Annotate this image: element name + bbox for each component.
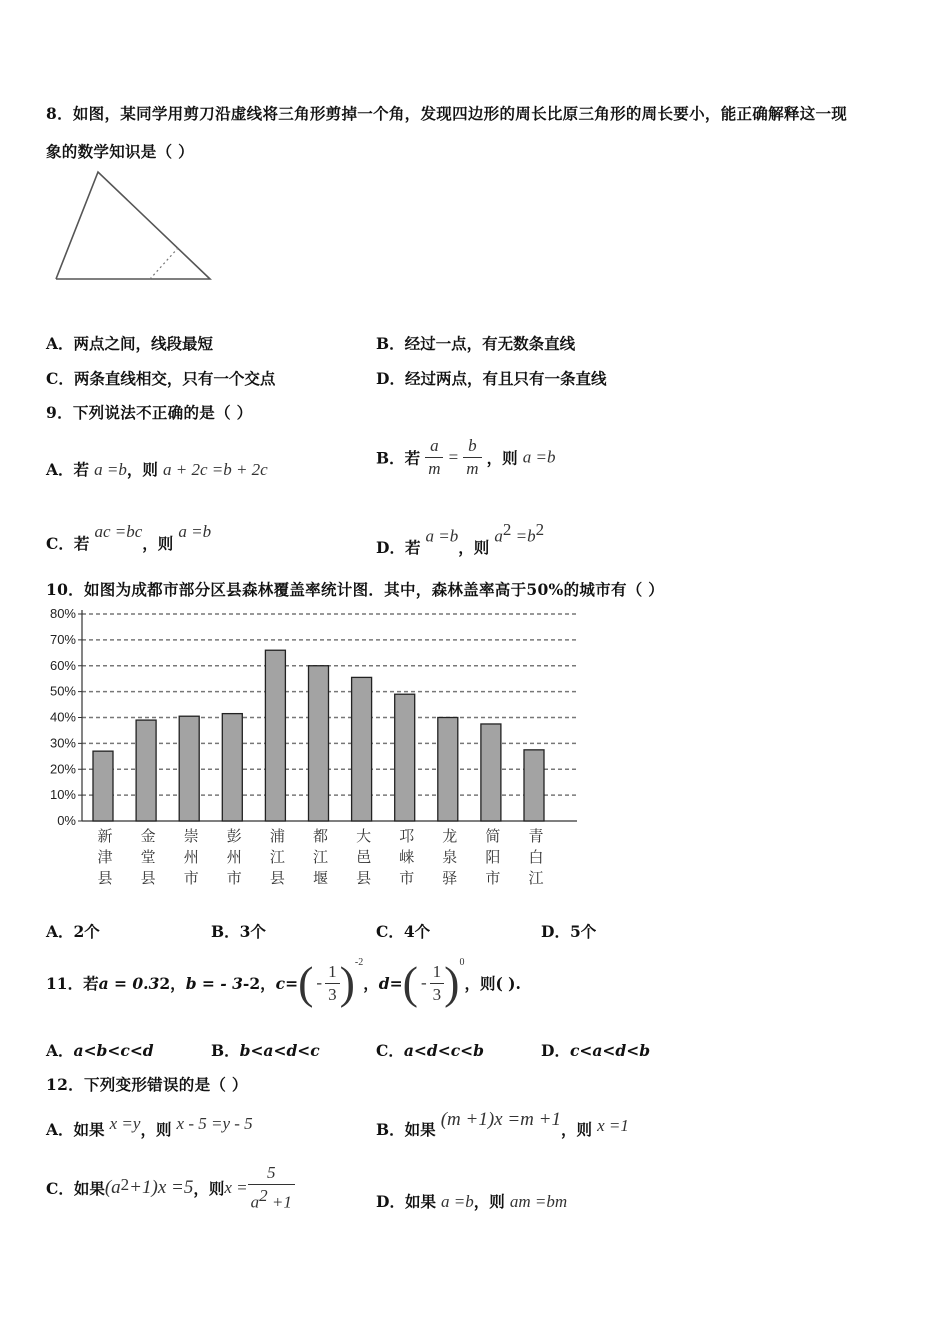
- bar: [395, 694, 415, 821]
- category-label: 青: [528, 827, 544, 845]
- fraction-one-third-d: $\frac{1}{3}$: [430, 961, 445, 1006]
- q9-option-b[interactable]: B．若 $\frac{a}{m}$ = $\frac{b}{m}$ ，则 a =b: [376, 436, 556, 478]
- q12-option-d[interactable]: D．如果 a =b，则 am =bm: [376, 1192, 568, 1211]
- category-label: 江: [528, 869, 544, 887]
- y-tick-label: 30%: [49, 735, 76, 751]
- y-tick-label: 60%: [49, 657, 76, 673]
- category-label: 金: [140, 827, 156, 845]
- y-tick-label: 70%: [49, 631, 76, 647]
- category-label: 驿: [442, 869, 458, 887]
- category-label: 州: [183, 848, 199, 866]
- category-label: 新: [97, 827, 113, 845]
- triangle-figure: [50, 166, 220, 288]
- category-label: 堂: [140, 848, 156, 866]
- category-label: 简: [485, 827, 501, 845]
- q8-stem-line1: 8．如图，某同学用剪刀沿虚线将三角形剪掉一个角，发现四边形的周长比原三角形的周长要小，能正确解释这一现: [46, 104, 848, 123]
- q8-stem-line2: 象的数学知识是（ ）: [46, 142, 194, 161]
- category-label: 龙: [442, 827, 458, 845]
- fraction-a-over-m: $\frac{a}{m}$: [425, 435, 443, 480]
- q11-option-d[interactable]: D．c<a<d<b: [541, 1041, 651, 1060]
- category-label: 彭: [226, 827, 242, 845]
- category-label: 州: [226, 848, 242, 866]
- q11-option-b[interactable]: B．b<a<d<c: [211, 1041, 320, 1060]
- q8-option-a[interactable]: A．两点之间，线段最短: [46, 334, 214, 353]
- category-label: 市: [226, 869, 242, 887]
- category-label: 泉: [442, 848, 458, 866]
- category-label: 县: [356, 869, 372, 887]
- fraction-one-third-c: $\frac{1}{3}$: [325, 961, 340, 1006]
- q9-option-a[interactable]: A．若 a =b，则 a + 2c =b + 2c: [46, 460, 268, 479]
- q8-option-c[interactable]: C．两条直线相交，只有一个交点: [46, 369, 276, 388]
- category-label: 市: [183, 869, 199, 887]
- bar: [352, 677, 372, 821]
- category-label: 阳: [485, 848, 501, 866]
- forest-coverage-bar-chart: [40, 603, 600, 893]
- category-label: 江: [312, 848, 329, 866]
- y-tick-label: 40%: [49, 709, 76, 725]
- bar: [136, 720, 156, 821]
- bar: [309, 666, 329, 821]
- q9-stem: 9．下列说法不正确的是（ ）: [46, 403, 253, 422]
- q9-option-c[interactable]: C．若 ac =bc，则 a =b: [46, 522, 212, 553]
- y-tick-label: 80%: [49, 606, 76, 621]
- category-label: 江: [269, 848, 285, 866]
- category-label: 市: [399, 869, 415, 887]
- q10-option-c[interactable]: C．4个: [376, 922, 431, 941]
- category-label: 都: [312, 827, 329, 845]
- category-label: 崇: [183, 827, 199, 845]
- bar: [93, 751, 113, 821]
- category-label: 崃: [399, 848, 415, 866]
- bar: [265, 650, 285, 821]
- category-label: 浦: [269, 827, 285, 845]
- q12-stem: 12．下列变形错误的是（ ）: [46, 1075, 248, 1094]
- category-label: 邛: [399, 827, 415, 845]
- y-tick-label: 50%: [49, 683, 76, 699]
- bar: [179, 716, 199, 821]
- q11-option-c[interactable]: C．a<d<c<b: [376, 1041, 484, 1060]
- q10-stem: 10．如图为成都市部分区县森林覆盖率统计图．其中，森林盖率高于50%的城市有（ ）: [46, 580, 665, 599]
- y-tick-label: 20%: [49, 761, 76, 777]
- category-label: 市: [485, 869, 501, 887]
- category-label: 津: [97, 848, 113, 866]
- q11-option-a[interactable]: A．a<b<c<d: [46, 1041, 154, 1060]
- q8-option-b[interactable]: B．经过一点，有无数条直线: [376, 334, 576, 353]
- bar: [481, 724, 501, 821]
- q10-option-d[interactable]: D．5个: [541, 922, 597, 941]
- bar: [222, 714, 242, 821]
- category-label: 大: [356, 827, 372, 845]
- category-label: 邑: [356, 848, 372, 866]
- triangle-outline: [56, 172, 210, 279]
- category-label: 县: [140, 869, 156, 887]
- cut-dashed-line: [150, 248, 178, 279]
- q12-option-a[interactable]: A．如果 x =y，则 x - 5 =y - 5: [46, 1114, 253, 1139]
- q9-option-d[interactable]: D．若 a =b，则 $a^2 =b^2$: [376, 520, 545, 558]
- category-label: 县: [97, 869, 113, 887]
- category-label: 县: [269, 869, 285, 887]
- q12-option-c[interactable]: C．如果 (a 2 +1)x =5 ，则 x = $\frac{5}{a^2 +1}$: [46, 1163, 295, 1213]
- fraction-5-over-a2-plus-1: $\frac{5}{a^2 +1}$: [248, 1162, 295, 1214]
- y-tick-label: 0%: [57, 813, 76, 828]
- bar: [524, 750, 544, 821]
- q11-stem: 11．若 a = 0.3 2 ， b = - 3 -2 ， c= ( - $\frac{1}{3}$ ) -2 ， d= ( - $\frac{1}{3}$ ) 0 ，则( ).: [46, 957, 521, 1008]
- q10-option-a[interactable]: A．2个: [46, 922, 100, 941]
- fraction-b-over-m: $\frac{b}{m}$: [463, 435, 481, 480]
- q12-option-b[interactable]: B．如果 (m +1)x =m +1，则 x =1: [376, 1109, 629, 1139]
- q10-option-b[interactable]: B．3个: [211, 922, 266, 941]
- category-label: 白: [528, 848, 544, 866]
- q8-option-d[interactable]: D．经过两点，有且只有一条直线: [376, 369, 607, 388]
- category-label: 堰: [312, 869, 329, 887]
- bar: [438, 718, 458, 822]
- y-tick-label: 10%: [49, 787, 76, 803]
